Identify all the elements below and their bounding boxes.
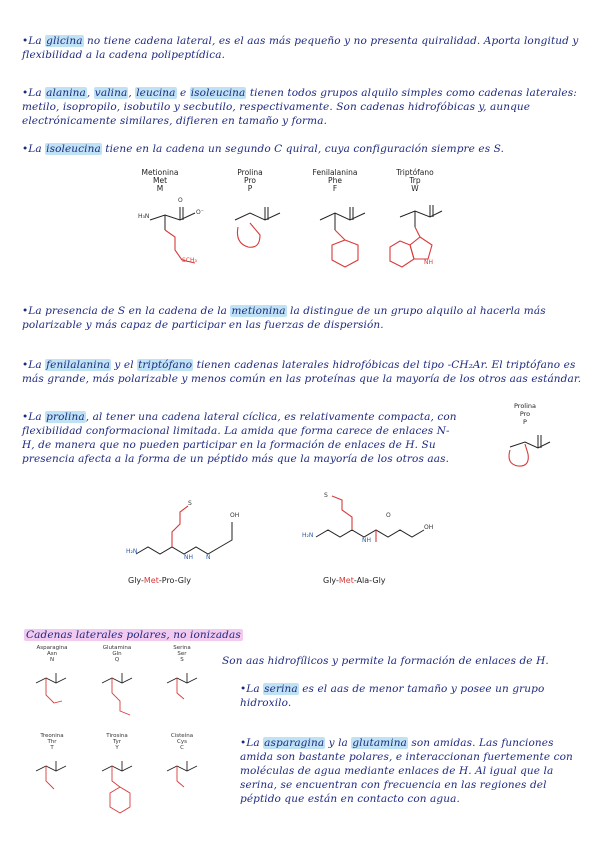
note-prolina: •La prolina, al tener una cadena lateral cíclica, es relativamente compacta, con flexibilidad conformacional limitada. La amida que forma carece de enlaces N-H, de manera que no pueden participar en la formación de enlaces de H. Su presencia afecta a la forma de un péptido más que la mayoría de los otros aas. — [22, 411, 457, 465]
caption-prolina: Prolina Pro P — [237, 168, 263, 193]
peptide-right-oh: OH — [424, 524, 434, 531]
note-isoleucina: •La isoleucina tiene en la cadena un segundo C quiral, cuya configuración siempre es S. — [22, 143, 505, 155]
figure-proline-small: Prolina Pro P — [490, 402, 570, 472]
peptide-left-nh: NH — [184, 554, 193, 561]
label-nh: NH — [424, 259, 433, 266]
term-fenilalanina: fenilalanina — [46, 359, 110, 371]
peptide-left-s: S — [188, 500, 192, 507]
peptide-right-o: O — [386, 512, 391, 519]
note-metionina: •La presencia de S en la cadena de la metionina la distingue de un grupo alquilo al hacerla más polarizable y más capaz de participar en las fuerzas de dispersión. — [22, 305, 546, 331]
proline-svg — [490, 402, 570, 472]
structures-svg — [120, 165, 460, 285]
peptide-right-nh: NH — [362, 537, 371, 544]
figure-peptides — [118, 492, 458, 590]
label-h3n: H₃N — [138, 213, 150, 220]
term-serina: serina — [264, 683, 298, 695]
term-triptofano: triptófano — [138, 359, 193, 371]
peptide-right-s: S — [324, 492, 328, 499]
term-asparagina: asparagina — [264, 737, 325, 749]
polar-svg — [22, 645, 212, 845]
peptide-left-h2n: H₂N — [126, 548, 138, 555]
term-glicina: glicina — [46, 35, 83, 47]
figure-nonpolar-amino-acids — [120, 165, 460, 285]
caption-metionina: Metionina Met M — [141, 168, 179, 193]
term-glutamina: glutamina — [352, 737, 407, 749]
note-polar-intro: Son aas hidrofílicos y permite la formación de enlaces de H. — [222, 655, 549, 667]
label-o-minus: O⁻ — [196, 209, 204, 216]
peptide-left-n: N — [206, 554, 211, 561]
peptide-right-h2n: H₂N — [302, 532, 314, 539]
note-alifaticos: •La alanina, valina, leucina e isoleucina tienen todos grupos alquilo simples como cadenas laterales: metilo, isopropilo, isobutilo y secbutilo, respectivamente. Son cadenas hidrofóbicas y, aunque electrónicamente similares, difieren en tamaño y forma. — [22, 87, 577, 127]
note-glicina: •La glicina no tiene cadena lateral, es el aas más pequeño y no presenta quiralidad. Aporta longitud y flexibilidad a la cadena polipeptídica. — [22, 35, 579, 61]
term-leucina: leucina — [136, 87, 176, 99]
term-prolina: prolina — [46, 411, 85, 423]
peptide-left-oh: OH — [230, 512, 240, 519]
note-aromaticos: •La fenilalanina y el triptófano tienen cadenas laterales hidrofóbicas del tipo -CH₂Ar. El triptófano es más grande, más polarizable y menos común en las proteínas que la mayoría de los otros aas estándar. — [22, 359, 582, 385]
peptide-right-caption: Gly-Met-Ala-Gly — [323, 576, 386, 585]
section-title-polares: Cadenas laterales polares, no ionizadas — [26, 629, 241, 641]
note-amidas: •La asparagina y la glutamina son amidas. Las funciones amida son bastante polares, e interaccionan fuertemente con moléculas de agua mediante enlaces de H. Al igual que la serina, se encuentran con frecuencia en las regiones del péptido que están en contacto con agua. — [240, 737, 573, 805]
term-valina: valina — [94, 87, 128, 99]
term-metionina: metionina — [231, 305, 286, 317]
label-sch3: SCH₃ — [182, 257, 197, 264]
label-o: O — [178, 197, 183, 204]
term-alanina: alanina — [46, 87, 86, 99]
figure-polar-amino-acids: Asparagina Asn N Glutamina Gln Q Serina Ser S Treonina Thr T Tirosina Tyr Y Cisteína Cys C — [22, 645, 212, 845]
caption-triptofano: Triptófano Trp W — [396, 168, 434, 193]
caption-fenilalanina: Fenilalanina Phe F — [312, 168, 358, 193]
term-isoleucina: isoleucina — [190, 87, 246, 99]
note-serina: •La serina es el aas de menor tamaño y posee un grupo hidroxilo. — [240, 683, 545, 709]
term-isoleucina-2: isoleucina — [46, 143, 101, 155]
peptide-left-caption: Gly-Met-Pro-Gly — [128, 576, 191, 585]
